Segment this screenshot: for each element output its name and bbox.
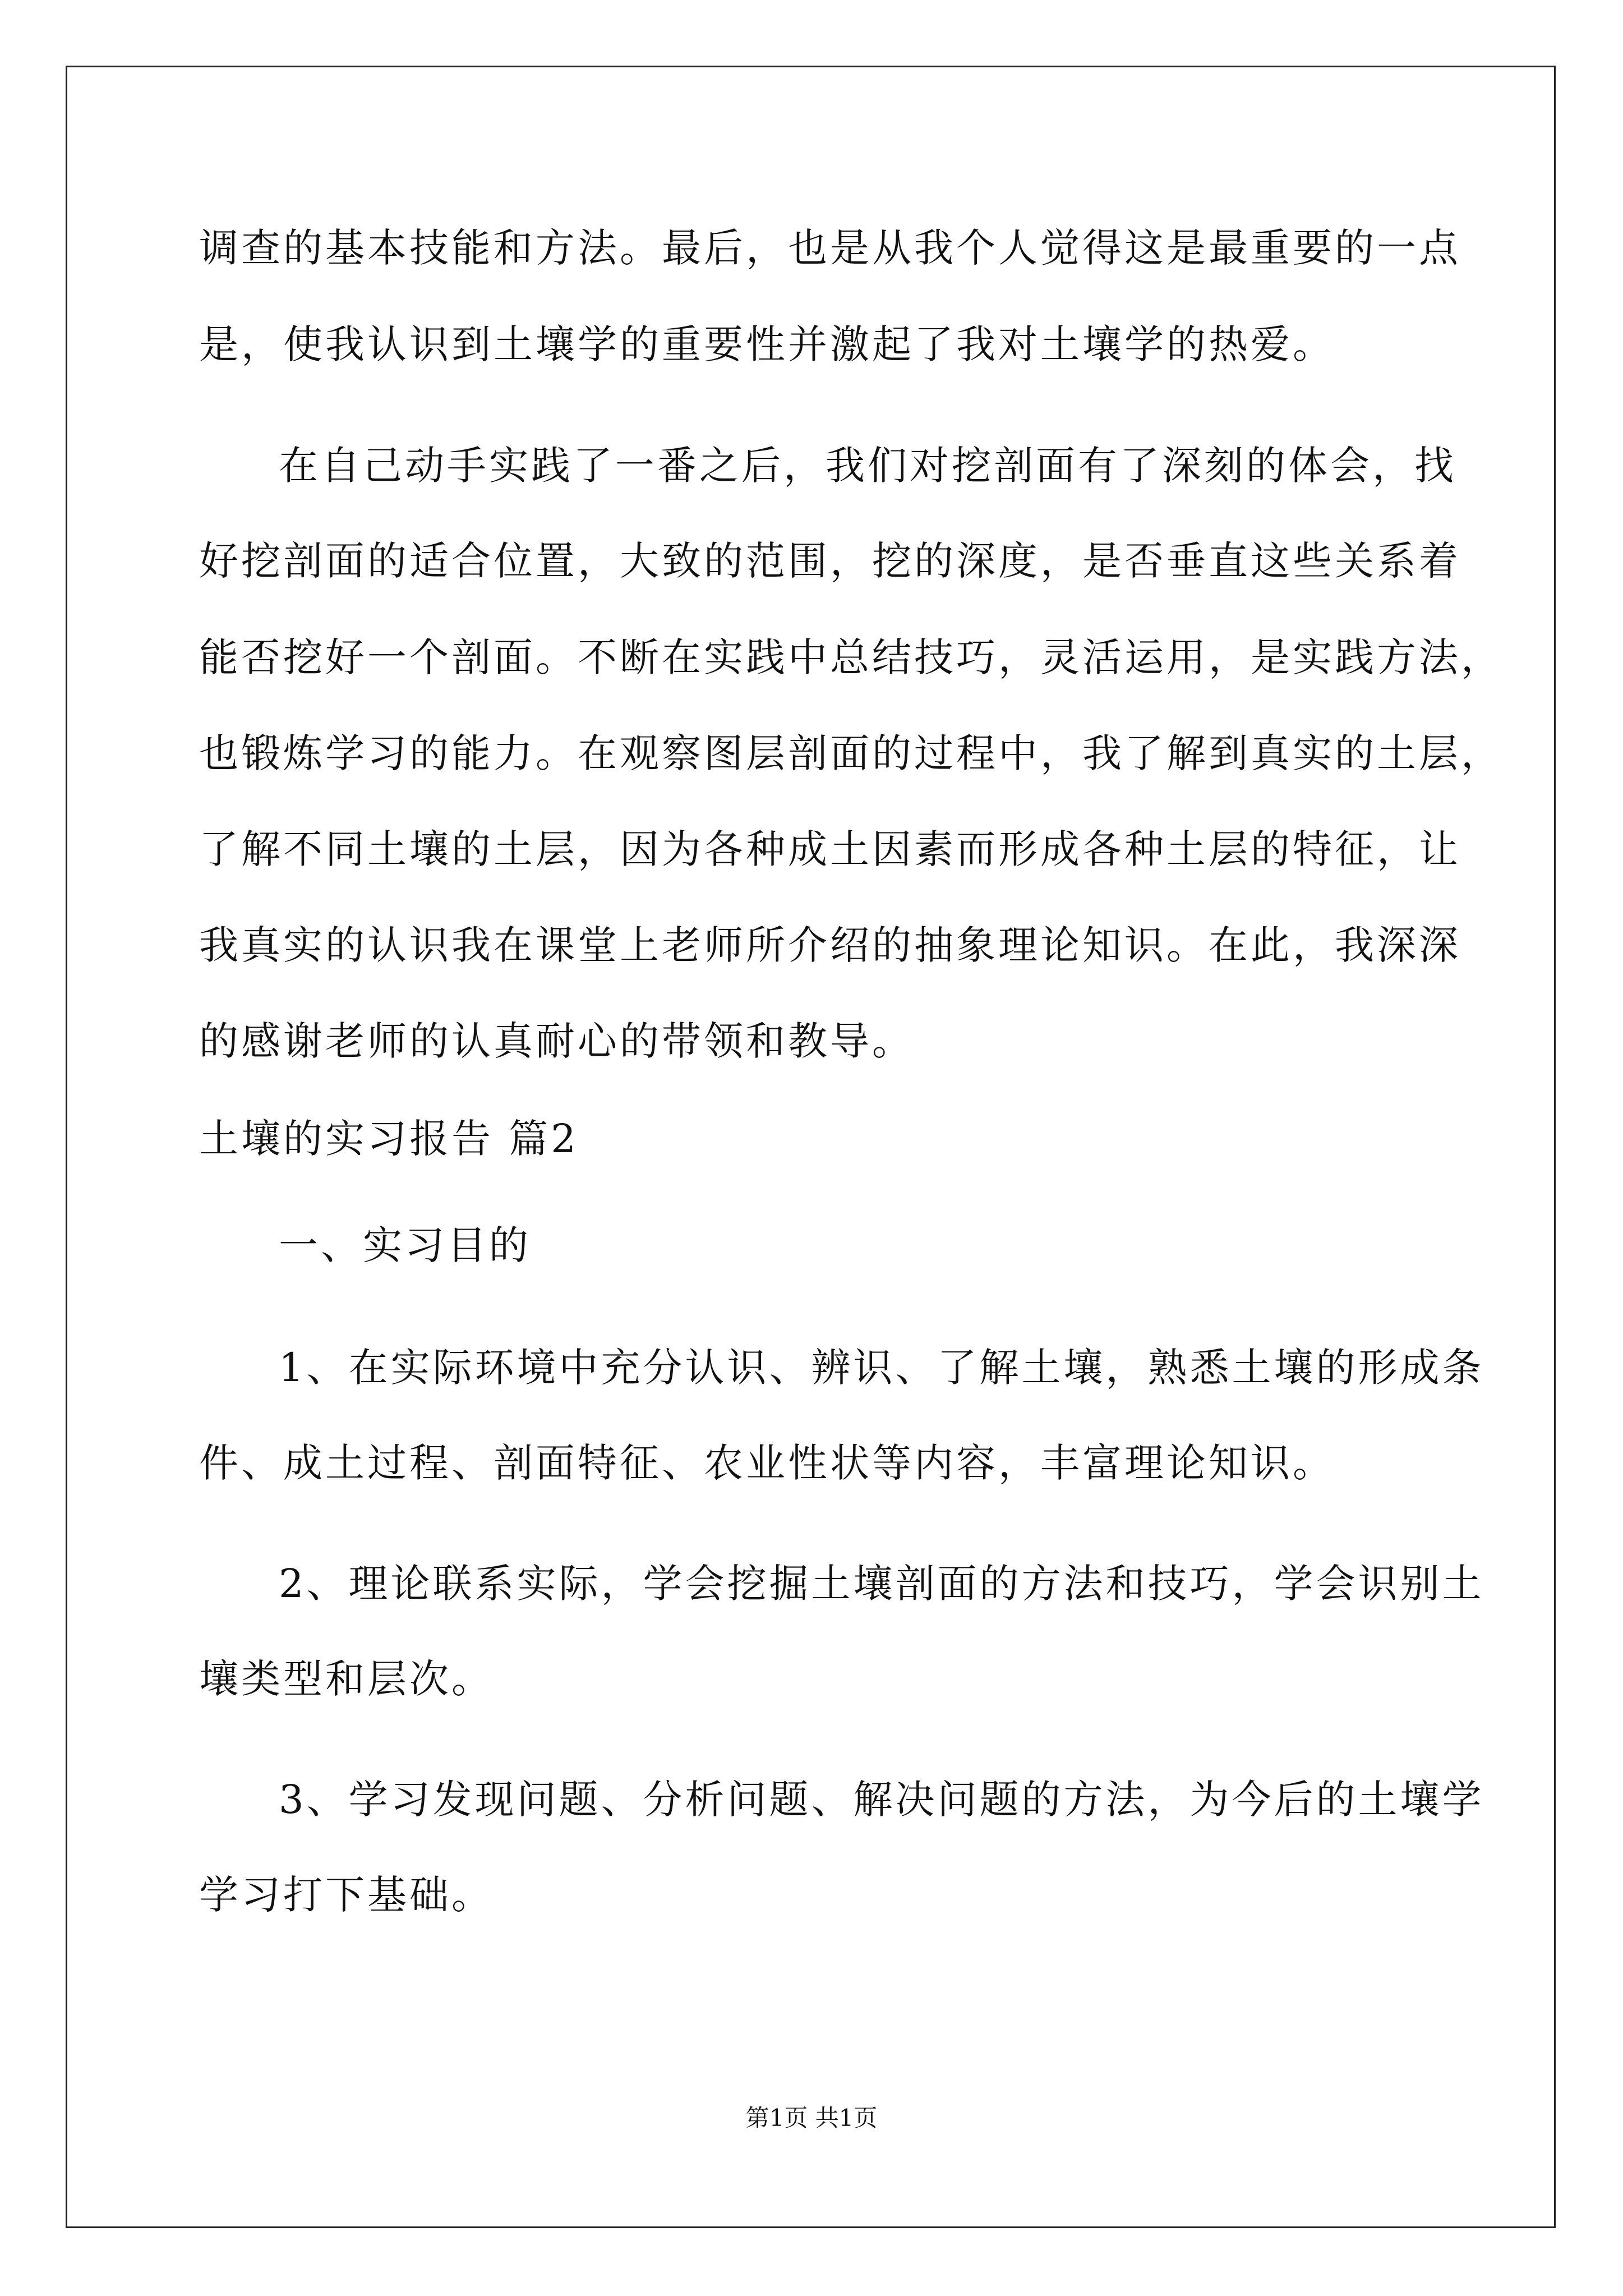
subsection-heading: 一、实习目的: [279, 1222, 531, 1268]
list-item-line: 壤类型和层次。: [199, 1656, 494, 1702]
section-heading: 土壤的实习报告 篇2: [199, 1116, 579, 1162]
paragraph-line: 我真实的认识我在课堂上老师所介绍的抽象理论知识。在此，我深深: [199, 922, 1461, 968]
paragraph-line: 能否挖好一个剖面。不断在实践中总结技巧，灵活运用，是实践方法，: [199, 634, 1503, 680]
paragraph-line: 好挖剖面的适合位置，大致的范围，挖的深度，是否垂直这些关系着: [199, 538, 1461, 584]
page-footer: 第1页 共1页: [745, 2104, 878, 2132]
list-item-line: 学习打下基础。: [199, 1872, 494, 1918]
list-item-line: 1、在实际环境中充分认识、辨识、了解土壤，熟悉土壤的形成条: [279, 1345, 1484, 1391]
paragraph-line: 在自己动手实践了一番之后，我们对挖剖面有了深刻的体会，找: [279, 443, 1456, 489]
list-item-line: 件、成土过程、剖面特征、农业性状等内容，丰富理论知识。: [199, 1440, 1335, 1486]
list-item-line: 2、理论联系实际，学会挖掘土壤剖面的方法和技巧，学会识别土: [279, 1561, 1484, 1607]
paragraph-line: 是，使我认识到土壤学的重要性并激起了我对土壤学的热爱。: [199, 321, 1335, 367]
paragraph-line: 也锻炼学习的能力。在观察图层剖面的过程中，我了解到真实的土层，: [199, 730, 1503, 776]
paragraph-line: 调查的基本技能和方法。最后，也是从我个人觉得这是最重要的一点: [199, 225, 1461, 271]
paragraph-line: 了解不同土壤的土层，因为各种成土因素而形成各种土层的特征，让: [199, 826, 1461, 872]
list-item-line: 3、学习发现问题、分析问题、解决问题的方法，为今后的土壤学: [279, 1777, 1484, 1823]
paragraph-line: 的感谢老师的认真耐心的带领和教导。: [199, 1018, 914, 1064]
